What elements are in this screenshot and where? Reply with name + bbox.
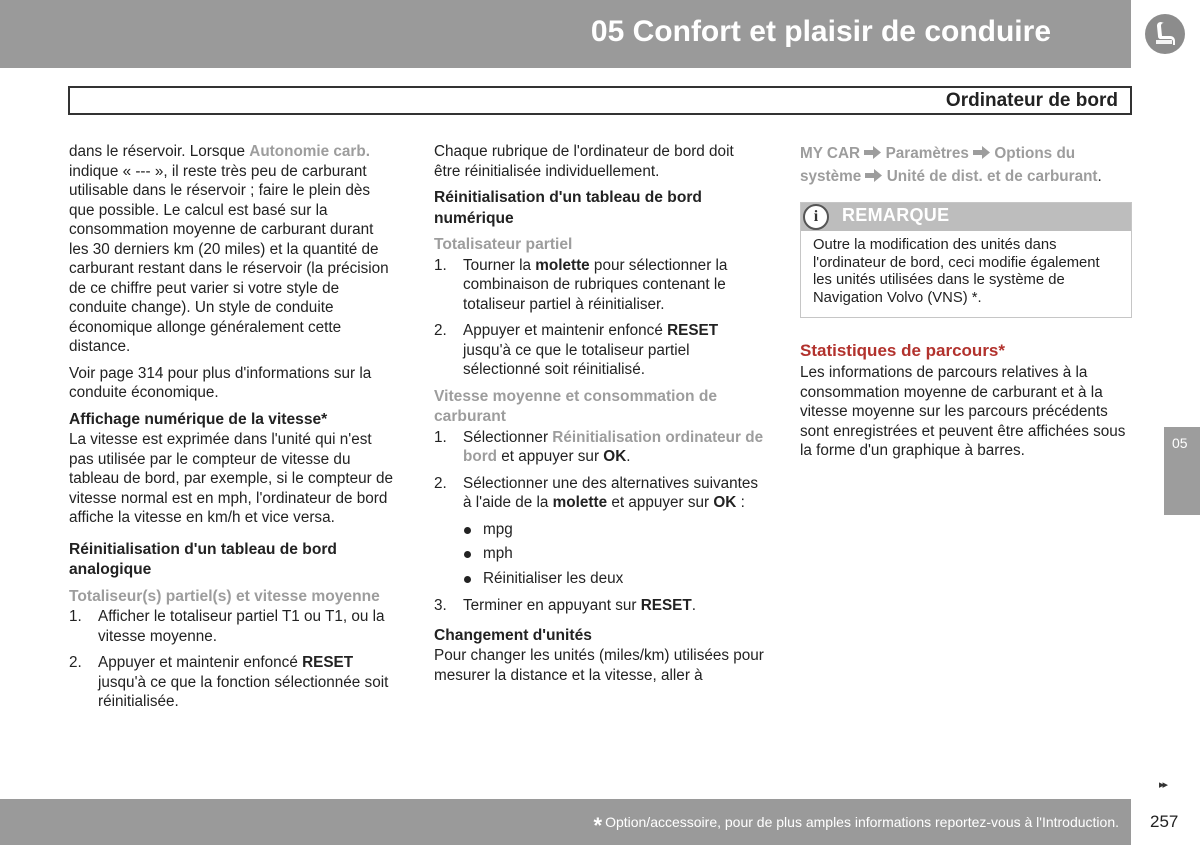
menu-term-reset: Réinitialisation ordinateur de bord — [463, 428, 764, 465]
bullet-icon — [464, 576, 471, 583]
chapter-number: 05 — [1172, 435, 1188, 451]
list-item: 3. Terminer en appuyant sur RESET. — [434, 597, 696, 614]
column-1 — [69, 142, 395, 719]
section-title: Ordinateur de bord — [945, 90, 1118, 111]
column-3 — [800, 142, 1132, 468]
info-icon: i — [803, 204, 829, 230]
chapter-side-tab — [1164, 427, 1200, 515]
note-label: REMARQUE — [842, 205, 950, 225]
footnote: * Option/accessoire, pour de plus amples informations reportez-vous à l'Introduction. — [593, 813, 1119, 838]
autonomy-paragraph: dans le réservoir. Lorsque Autonomie carb. indique « --- », il reste très peu de carburant utilisable dans le réservoir ; faire le plein dès que possible. Le calcul est basé sur la consommation moyenne de carburant durant les 30 derniers km (20 miles) et la quantité de carburant restant dans le réservoir (la précision de ce chiffre peut varier si votre style de conduite change). Un style de conduite économique allonge généralement cette distance. — [69, 143, 389, 355]
menu-term-autonomy: Autonomie carb. — [249, 143, 370, 160]
units-paragraph: Pour changer les unités (miles/km) utilisées pour mesurer la distance et la vitesse, aller à — [434, 647, 764, 684]
chapter-header-bar — [0, 0, 1131, 68]
bullet-icon — [464, 551, 471, 558]
list-item: 2. Appuyer et maintenir enfoncé RESET jusqu'à ce que le totaliseur partiel sélectionné soit réinitialisé. — [434, 322, 719, 378]
note-body: Outre la modification des unités dans l'ordinateur de bord, ceci modifie également les unités utilisées dans le système de Navigation Volvo (VNS) *. — [813, 237, 1100, 306]
chapter-title: 05 Confort et plaisir de conduire — [590, 15, 1051, 48]
note-box — [800, 202, 1132, 318]
next-page-icon: ▸▸ — [1159, 779, 1167, 791]
arrow-right-icon — [864, 146, 881, 159]
partial-trip-heading: Totaliseur(s) partiel(s) et vitesse moyenne — [69, 587, 380, 605]
list-item: 1. Sélectionner Réinitialisation ordinateur de bord et appuyer sur OK. — [434, 428, 764, 465]
speed-display-paragraph: La vitesse est exprimée dans l'unité qui n'est pas utilisée par le compteur de vitesse du tableau de bord, par exemple, si le compteur de vitesse normal est en mph, l'ordinateur de bord affiche la vitesse en km/h et vice versa. — [69, 431, 393, 526]
list-item: 2. Appuyer et maintenir enfoncé RESET jusqu'à ce que la fonction sélectionnée soit réinitialisée. — [69, 654, 389, 710]
arrow-right-icon — [973, 146, 990, 159]
trip-stats-paragraph: Les informations de parcours relatives à la consommation moyenne de carburant et à la vitesse moyenne sur les parcours précédents sont enregistrées et peuvent être affichées sous la forme d'un graphique à barres. — [800, 364, 1126, 459]
reset-analog-heading: Réinitialisation d'un tableau de bord analogique — [69, 540, 337, 578]
list-item: 1. Tourner la molette pour sélectionner la combinaison de rubriques contenant le totaliseur partiel à réinitialiser. — [434, 256, 728, 313]
footer-bar — [0, 799, 1131, 845]
note-header — [801, 203, 1131, 231]
trip-meter-heading: Totalisateur partiel — [434, 236, 573, 253]
page-number: 257 — [1150, 812, 1179, 831]
units-heading: Changement d'unités — [434, 626, 592, 644]
column-2 — [434, 142, 764, 692]
menu-path: MY CAR Paramètres Options du système Unité de dist. et de carburant. — [800, 145, 1102, 185]
trip-stats-heading: Statistiques de parcours* — [800, 341, 1006, 360]
list-item: 1. Afficher le totaliseur partiel T1 ou T1, ou la vitesse moyenne. — [69, 608, 385, 645]
seat-icon — [1145, 14, 1185, 54]
avg-speed-heading: Vitesse moyenne et consommation de carburant — [434, 387, 718, 425]
arrow-right-icon — [865, 169, 882, 182]
bullet-item: mph — [434, 544, 764, 564]
bullet-item: mpg — [434, 520, 764, 540]
reset-digital-heading: Réinitialisation d'un tableau de bord numérique — [434, 189, 702, 227]
list-item: 2. Sélectionner une des alternatives suivantes à l'aide de la molette et appuyer sur OK : — [434, 474, 759, 511]
bullet-item: Réinitialiser les deux — [434, 569, 764, 589]
bullet-icon — [464, 527, 471, 534]
speed-display-heading: Affichage numérique de la vitesse* — [69, 410, 328, 428]
section-header — [68, 86, 1132, 115]
reset-intro-paragraph: Chaque rubrique de l'ordinateur de bord doit être réinitialisée individuellement. — [434, 143, 734, 180]
eco-driving-paragraph: Voir page 314 pour plus d'informations sur la conduite économique. — [69, 364, 372, 401]
